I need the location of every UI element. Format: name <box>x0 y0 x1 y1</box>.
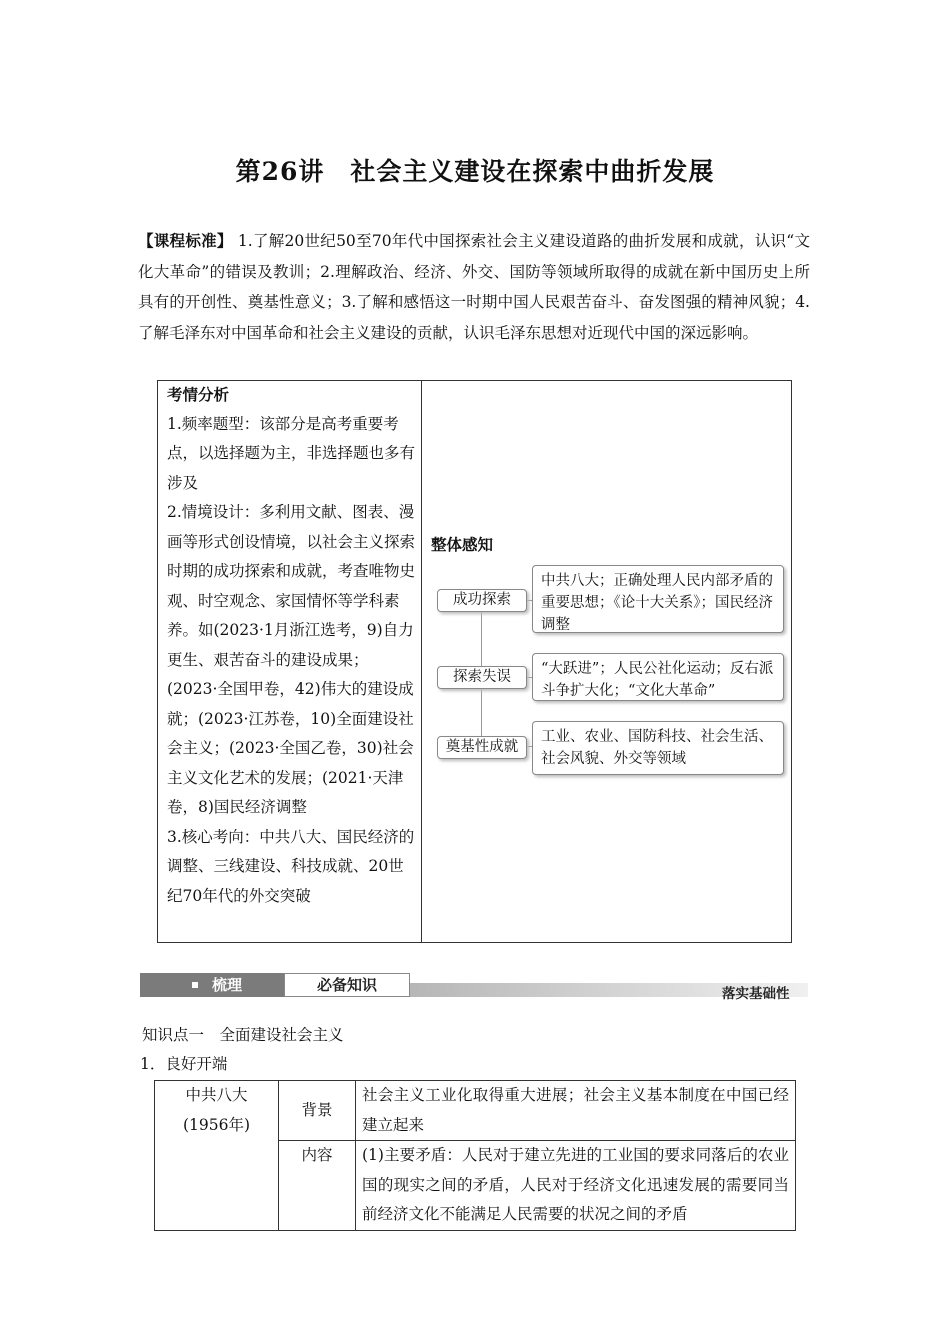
mindmap-desc-foundations: 工业、农业、国防科技、社会生活、社会风貌、外交等领域 <box>532 721 784 775</box>
exam-analysis-heading: 考情分析 <box>167 385 230 404</box>
square-bullet-icon <box>192 982 198 988</box>
content-label: 内容 <box>279 1141 356 1231</box>
exam-analysis-focus: 3.核心考向：中共八大、国民经济的调整、三线建设、科技成就、20世纪70年代的外交突破 <box>167 827 415 905</box>
mindmap-desc-mistakes: “大跃进”；人民公社化运动；反右派斗争扩大化；“文化大革命” <box>532 653 784 701</box>
course-standard-heading: 【课程标准】 <box>138 231 233 250</box>
exam-analysis-frequency: 1.频率题型：该部分是高考重要考点，以选择题为主，非选择题也多有涉及 <box>167 414 416 492</box>
event-year: (1956年) <box>182 1115 251 1134</box>
exam-analysis <box>167 380 415 911</box>
event-cell <box>155 1081 279 1231</box>
mindmap-node-success: 成功探索 <box>437 589 527 612</box>
background-text: 社会主义工业化取得重大进展；社会主义基本制度在中国已经建立起来 <box>356 1081 796 1141</box>
course-standard <box>138 226 810 348</box>
knowledge-subheading: 1．良好开端 <box>140 1055 228 1073</box>
content-text: (1)主要矛盾：人民对于建立先进的工业国的要求同落后的农业国的现实之间的矛盾，人民对于经济文化迅速发展的需要同当前经济文化不能满足人民需要的状况之间的矛盾 <box>356 1141 796 1231</box>
mindmap-node-mistakes: 探索失误 <box>437 666 527 689</box>
mindmap-node-foundations: 奠基性成就 <box>437 736 527 759</box>
knowledge-table <box>154 1080 796 1231</box>
analysis-table-divider <box>421 380 422 942</box>
background-label: 背景 <box>279 1081 356 1141</box>
overview-heading: 整体感知 <box>431 535 494 554</box>
event-name: 中共八大 <box>185 1086 248 1104</box>
section-right-label: 落实基础性 <box>722 986 790 1002</box>
table-row <box>155 1081 796 1141</box>
page-title: 第26讲 社会主义建设在探索中曲折发展 <box>235 157 715 186</box>
section-tab-knowledge: 必备知识 <box>284 973 410 997</box>
knowledge-point-heading: 知识点一 全面建设社会主义 <box>142 1026 344 1044</box>
section-tab-review <box>140 973 284 997</box>
exam-analysis-context: 2.情境设计：多利用文献、图表、漫画等形式创设情境，以社会主义探索时期的成功探索和成就，考查唯物史观、时空观念、家国情怀等学科素养。如(2023·1月浙江选考，9)自力更生、艰苦奋斗的建设成果；(2023·全国甲卷，42)伟大的建设成就；(2023·江苏卷，10)全面建设社会主义；(2023·全国乙卷，30)社会主义文化艺术的发展；(2021·天津卷，8)国民经济调整 <box>167 503 416 816</box>
course-standard-text: 1.了解20世纪50至70年代中国探索社会主义建设道路的曲折发展和成就，认识“文化大革命”的错误及教训；2.理解政治、经济、外交、国防等领域所取得的成就在新中国历史上所具有的开创性、奠基性意义；3.了解和感悟这一时期中国人民艰苦奋斗、奋发图强的精神风貌；4.了解毛泽东对中国革命和社会主义建设的贡献，认识毛泽东思想对近现代中国的深远影响。 <box>138 232 810 342</box>
mindmap-desc-success: 中共八大；正确处理人民内部矛盾的重要思想；《论十大关系》；国民经济调整 <box>532 565 784 633</box>
section-tab-review-label: 梳理 <box>212 976 243 994</box>
